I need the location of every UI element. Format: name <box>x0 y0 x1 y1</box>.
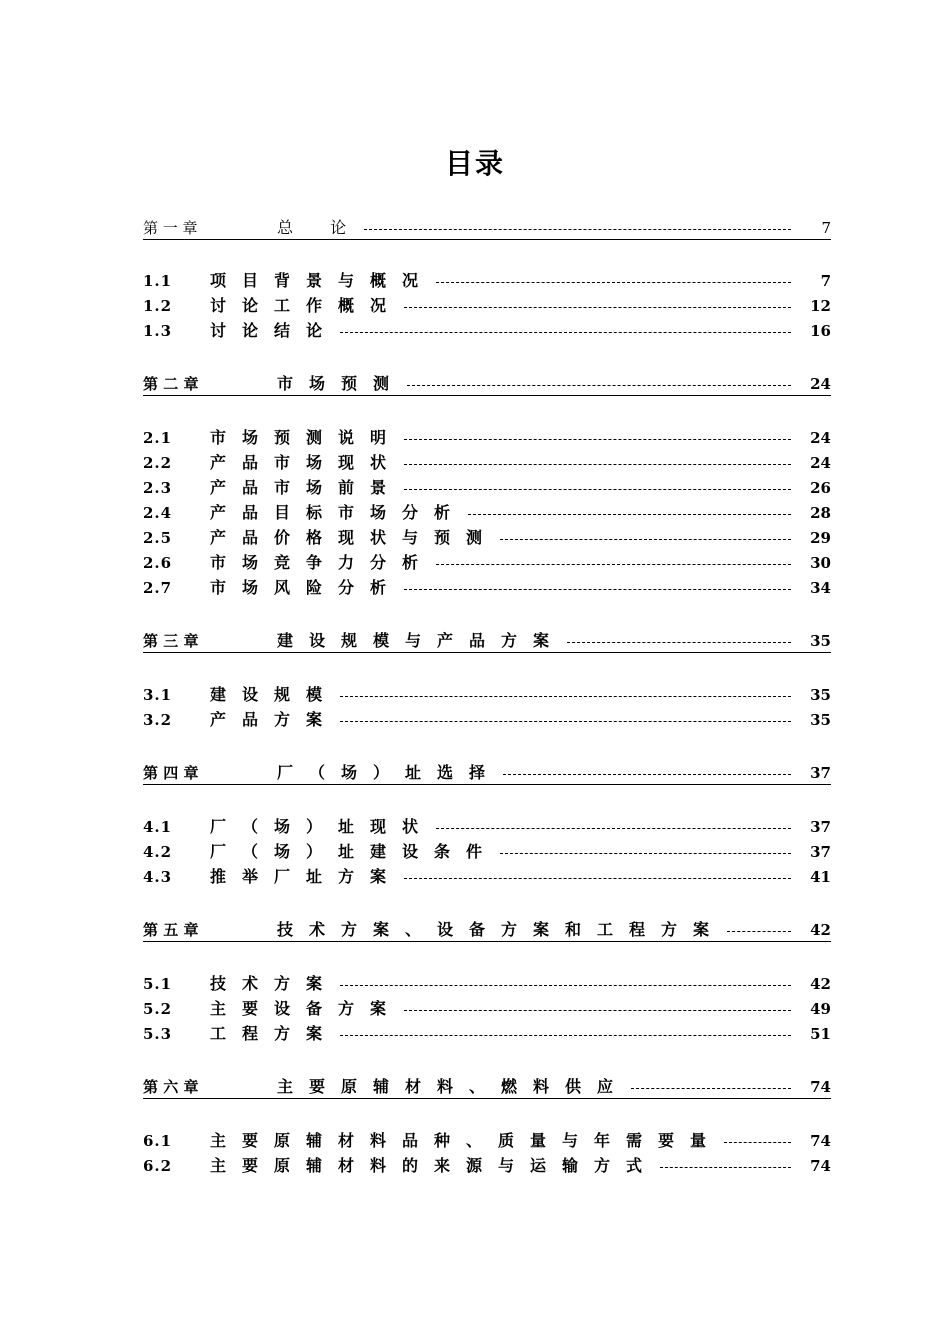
toc-entry-title: 主要原辅材料、燃料供应 <box>277 1077 630 1096</box>
toc-entry-page: 42 <box>810 921 831 939</box>
toc-entry-number: 第 三 章 <box>143 632 199 650</box>
toc-entry-title: 市场预测说明 <box>210 428 403 447</box>
toc-section-row[interactable] <box>143 1023 831 1045</box>
toc-entry-page: 35 <box>810 686 831 704</box>
toc-entry-page: 37 <box>810 818 831 836</box>
toc-entry-number: 3.2 <box>143 711 173 729</box>
toc-entry-title: 讨论结论 <box>210 321 339 340</box>
dot-leader <box>567 630 791 652</box>
toc-entry-page: 35 <box>810 711 831 729</box>
toc-chapter-row[interactable] <box>143 217 831 240</box>
dot-leader <box>436 270 791 292</box>
toc-entry-page: 24 <box>810 429 831 447</box>
toc-section-row[interactable] <box>143 270 831 292</box>
dot-leader <box>404 427 791 449</box>
toc-entry-title: 推举厂址方案 <box>210 867 403 886</box>
toc-entry-page: 41 <box>810 868 831 886</box>
toc-entry-number: 2.4 <box>143 504 173 522</box>
toc-entry-page: 34 <box>810 579 831 597</box>
toc-entry-title: 总 论 <box>277 218 363 237</box>
toc-section-row[interactable] <box>143 684 831 706</box>
toc-entry-title: 产品市场现状 <box>210 453 403 472</box>
toc-entry-number: 2.1 <box>143 429 173 447</box>
toc-entry-page: 37 <box>810 764 831 782</box>
toc-entry-number: 5.1 <box>143 975 173 993</box>
toc-entry-number: 第 五 章 <box>143 921 199 939</box>
toc-chapter-row[interactable] <box>143 762 831 785</box>
dot-leader <box>340 709 791 731</box>
toc-entry-number: 5.2 <box>143 1000 173 1018</box>
toc-entry-title: 产品方案 <box>210 710 339 729</box>
toc-entry-title: 主要设备方案 <box>210 999 403 1018</box>
toc-entry-title: 产品目标市场分析 <box>210 503 467 522</box>
toc-entry-page: 74 <box>810 1132 831 1150</box>
toc-section-row[interactable] <box>143 320 831 342</box>
page-title: 目录 <box>444 147 505 180</box>
toc-entry-number: 2.2 <box>143 454 173 472</box>
toc-section-row[interactable] <box>143 1130 831 1152</box>
dot-leader <box>407 373 791 395</box>
toc-section-row[interactable] <box>143 527 831 549</box>
toc-chapter-row[interactable] <box>143 1076 831 1099</box>
toc-entry-title: 市场预测 <box>277 374 406 393</box>
toc-entry-title: 产品市场前景 <box>210 478 403 497</box>
toc-entry-page: 74 <box>810 1157 831 1175</box>
toc-entry-page: 28 <box>810 504 831 522</box>
toc-entry-page: 26 <box>810 479 831 497</box>
toc-chapter-row[interactable] <box>143 630 831 653</box>
dot-leader <box>727 919 791 941</box>
toc-entry-page: 16 <box>810 322 831 340</box>
toc-section-row[interactable] <box>143 452 831 474</box>
toc-entry-number: 5.3 <box>143 1025 173 1043</box>
toc-entry-number: 4.3 <box>143 868 173 886</box>
toc-entry-page: 29 <box>810 529 831 547</box>
dot-leader <box>364 217 791 239</box>
toc-section-row[interactable] <box>143 577 831 599</box>
dot-leader <box>404 866 791 888</box>
toc-entry-number: 2.3 <box>143 479 173 497</box>
toc-entry-title: 工程方案 <box>210 1024 339 1043</box>
dot-leader <box>660 1155 791 1177</box>
dot-leader <box>404 295 791 317</box>
dot-leader <box>404 452 791 474</box>
dot-leader <box>340 1023 791 1045</box>
dot-leader <box>724 1130 791 1152</box>
toc-section-row[interactable] <box>143 427 831 449</box>
toc-entry-title: 项目背景与概况 <box>210 271 435 290</box>
dot-leader <box>340 684 791 706</box>
toc-entry-title: 建设规模与产品方案 <box>277 631 566 650</box>
dot-leader <box>468 502 791 524</box>
toc-entry-number: 4.2 <box>143 843 173 861</box>
dot-leader <box>500 527 791 549</box>
toc-entry-title: 厂（场）址建设条件 <box>210 842 499 861</box>
toc-section-row[interactable] <box>143 866 831 888</box>
toc-entry-number: 1.1 <box>143 272 173 290</box>
toc-entry-page: 42 <box>810 975 831 993</box>
dot-leader <box>340 973 791 995</box>
toc-section-row[interactable] <box>143 295 831 317</box>
toc-entry-title: 主要原辅材料的来源与运输方式 <box>210 1156 659 1175</box>
toc-section-row[interactable] <box>143 998 831 1020</box>
toc-entry-number: 6.2 <box>143 1157 173 1175</box>
toc-section-row[interactable] <box>143 841 831 863</box>
toc-chapter-row[interactable] <box>143 373 831 396</box>
toc-section-row[interactable] <box>143 709 831 731</box>
toc-entry-title: 讨论工作概况 <box>210 296 403 315</box>
toc-entry-title: 市场竞争力分析 <box>210 553 435 572</box>
toc-entry-page: 24 <box>810 375 831 393</box>
dot-leader <box>503 762 791 784</box>
toc-entry-title: 主要原辅材料品种、质量与年需要量 <box>210 1131 723 1150</box>
toc-entry-number: 4.1 <box>143 818 173 836</box>
toc-entry-title: 厂（场）址现状 <box>210 817 435 836</box>
toc-entry-page: 74 <box>810 1078 831 1096</box>
toc-entry-number: 第 六 章 <box>143 1078 199 1096</box>
toc-entry-page: 7 <box>820 272 831 290</box>
toc-entry-page: 7 <box>821 219 831 237</box>
toc-entry-number: 2.7 <box>143 579 173 597</box>
toc-entry-page: 37 <box>810 843 831 861</box>
toc-entry-page: 30 <box>810 554 831 572</box>
toc-entry-number: 第 四 章 <box>143 764 199 782</box>
dot-leader <box>436 552 791 574</box>
toc-entry-number: 2.6 <box>143 554 173 572</box>
toc-entry-title: 厂（场）址选择 <box>277 763 502 782</box>
toc-entry-page: 35 <box>810 632 831 650</box>
toc-entry-page: 12 <box>810 297 831 315</box>
toc-section-row[interactable] <box>143 502 831 524</box>
toc-entry-title: 技术方案 <box>210 974 339 993</box>
dot-leader <box>436 816 791 838</box>
toc-section-row[interactable] <box>143 973 831 995</box>
toc-entry-number: 第 二 章 <box>143 375 199 393</box>
dot-leader <box>500 841 791 863</box>
dot-leader <box>404 477 791 499</box>
toc-entry-number: 6.1 <box>143 1132 173 1150</box>
toc-entry-number: 3.1 <box>143 686 173 704</box>
toc-entry-title: 技术方案、设备方案和工程方案 <box>277 920 726 939</box>
toc-section-row[interactable] <box>143 1155 831 1177</box>
toc-entry-number: 2.5 <box>143 529 173 547</box>
toc-entry-page: 24 <box>810 454 831 472</box>
dot-leader <box>404 998 791 1020</box>
toc-section-row[interactable] <box>143 552 831 574</box>
toc-entry-title: 产品价格现状与预测 <box>210 528 499 547</box>
toc-entry-number: 1.2 <box>143 297 173 315</box>
dot-leader <box>404 577 791 599</box>
toc-entry-number: 1.3 <box>143 322 173 340</box>
toc-entry-page: 49 <box>810 1000 831 1018</box>
toc-entry-page: 51 <box>810 1025 831 1043</box>
toc-entry-title: 建设规模 <box>210 685 339 704</box>
dot-leader <box>340 320 791 342</box>
toc-entry-number: 第 一 章 <box>143 219 198 237</box>
toc-section-row[interactable] <box>143 816 831 838</box>
dot-leader <box>631 1076 791 1098</box>
toc-chapter-row[interactable] <box>143 919 831 942</box>
toc-section-row[interactable] <box>143 477 831 499</box>
toc-entry-title: 市场风险分析 <box>210 578 403 597</box>
